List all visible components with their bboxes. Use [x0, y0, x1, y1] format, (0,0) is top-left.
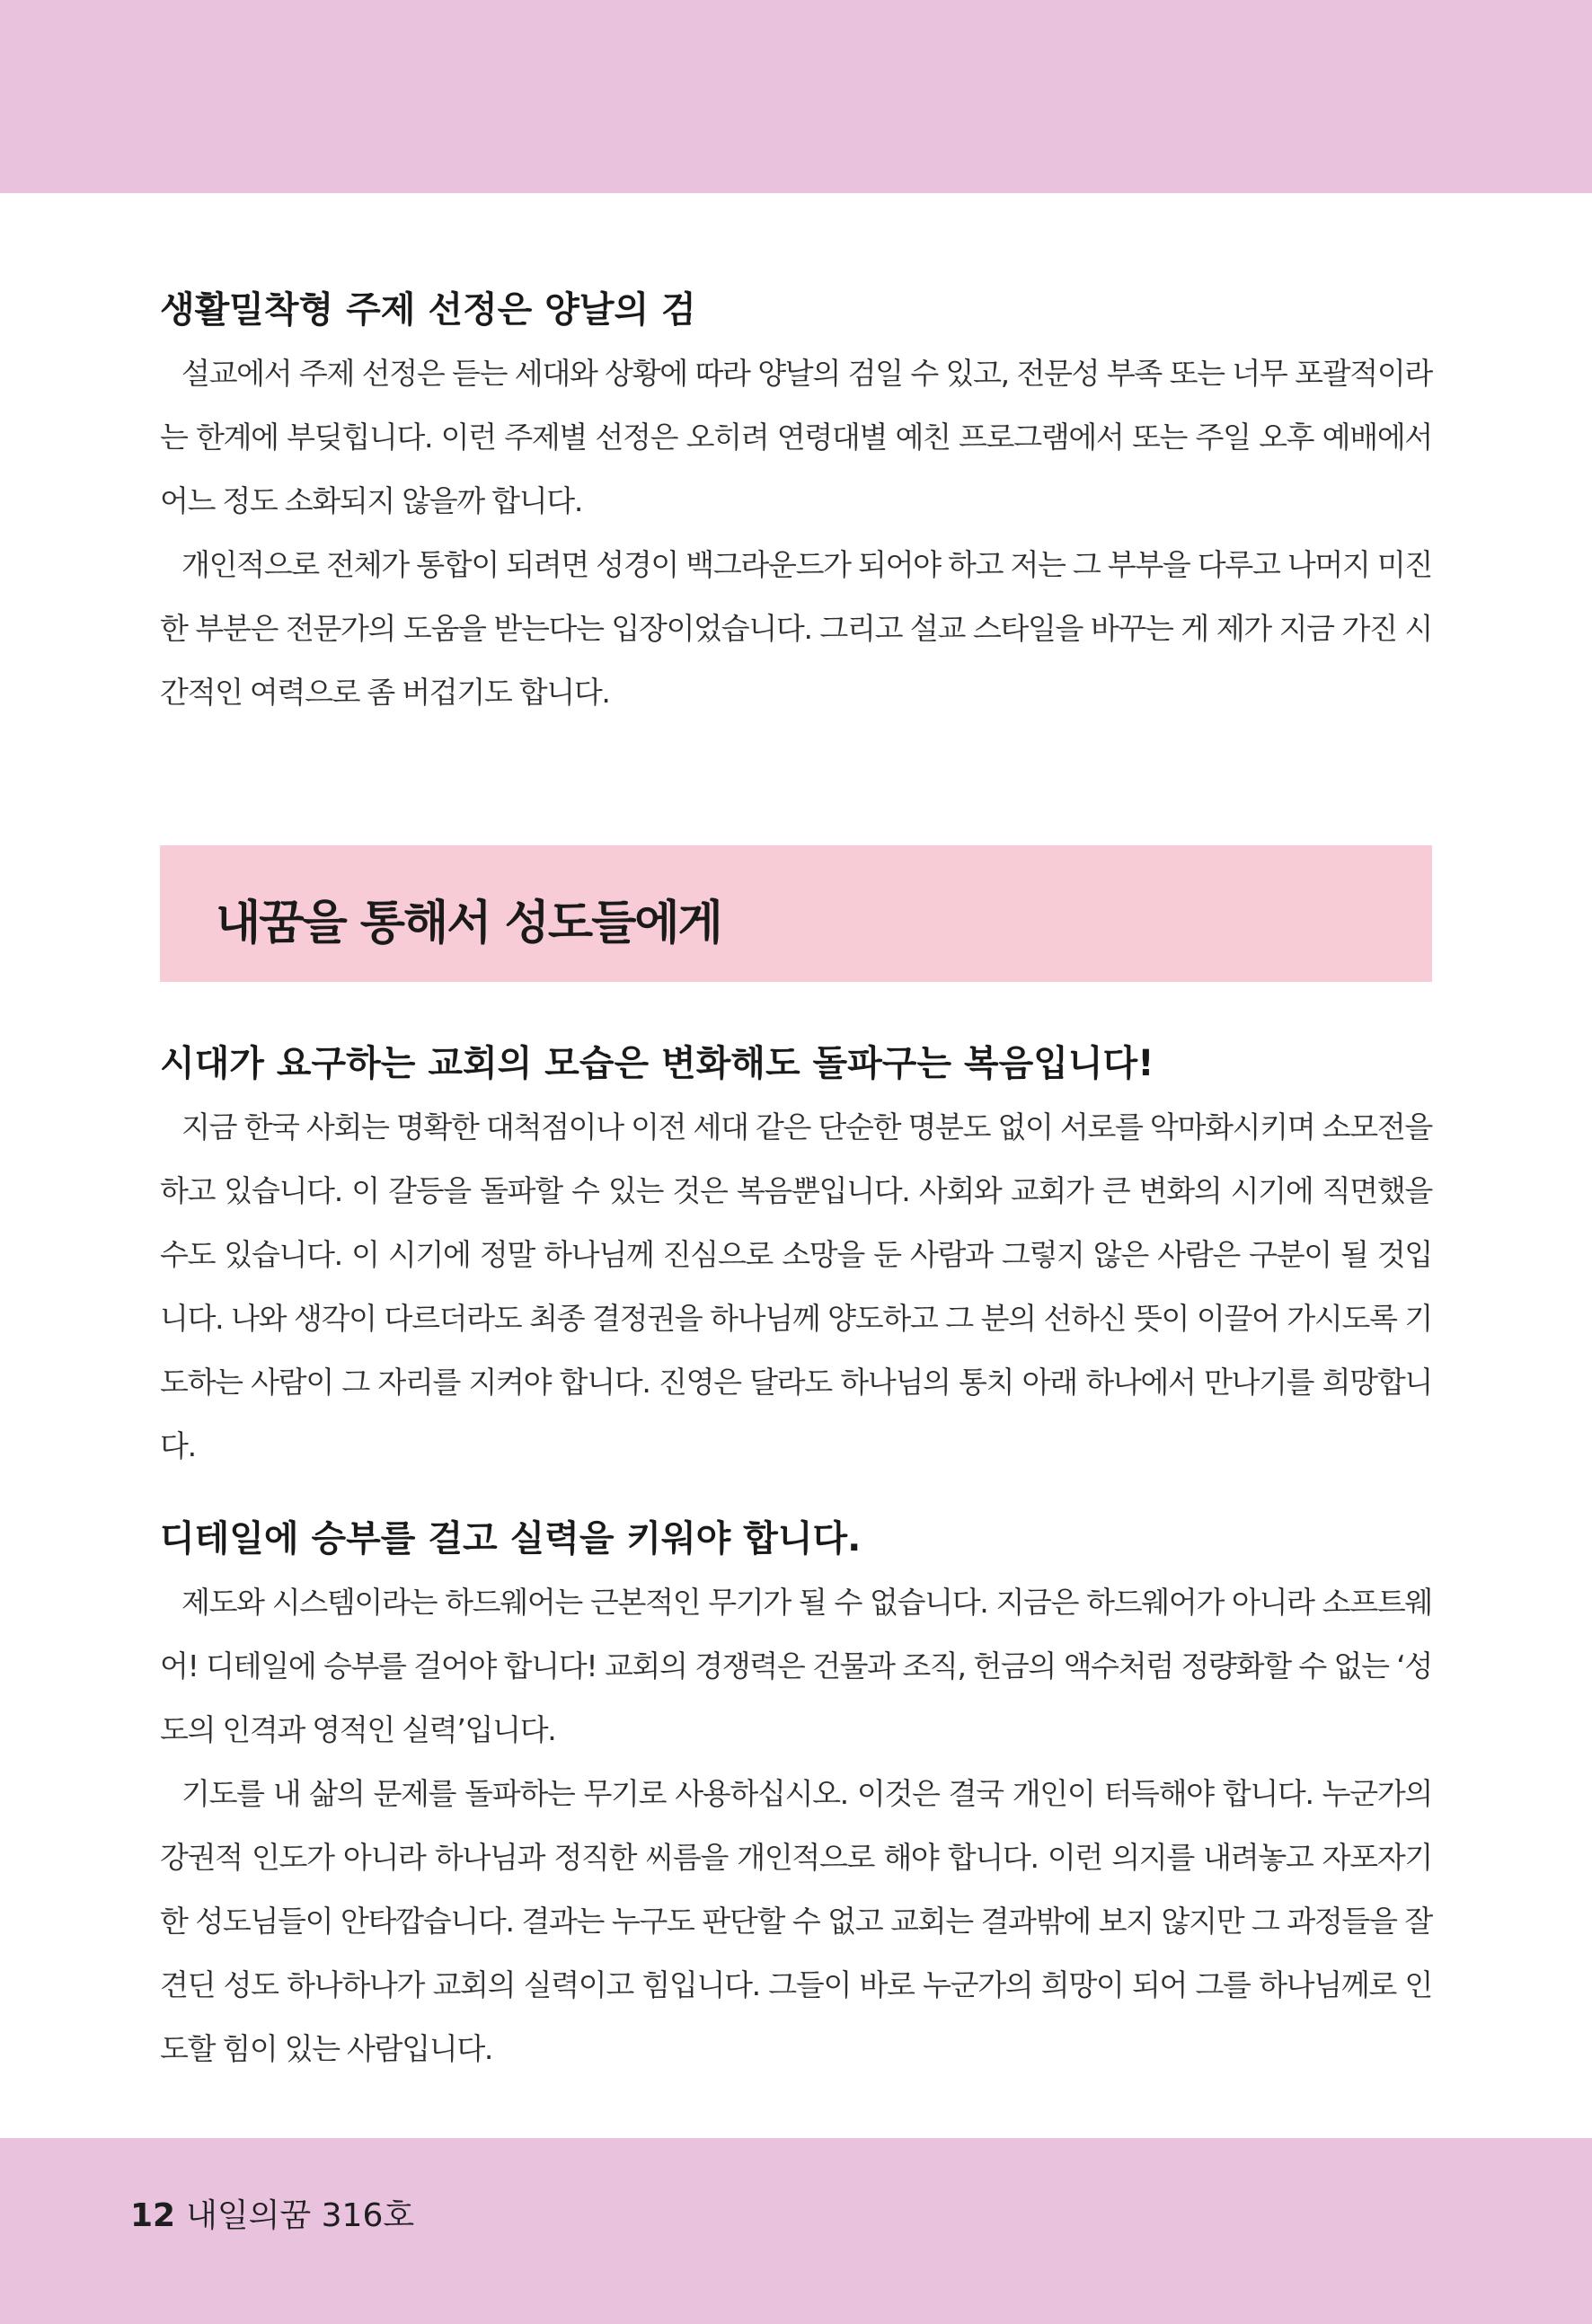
- paragraph: 설교에서 주제 선정은 듣는 세대와 상황에 따라 양날의 검일 수 있고, 전문성 부족 또는 너무 포괄적이라는 한계에 부딪힙니다. 이런 주제별 선정은 오히려 연령대별 예친 프로그램에서 또는 주일 오후 예배에서 어느 정도 소화되지 않을까 합니다.: [160, 356, 1432, 518]
- paragraph: 제도와 시스템이라는 하드웨어는 근본적인 무기가 될 수 없습니다. 지금은 하드웨어가 아니라 소프트웨어! 디테일에 승부를 걸어야 합니다! 교회의 경쟁력은 건물과 조직, 헌금의 액수처럼 정량화할 수 없는 ‘성도의 인격과 영적인 실력’입니다.: [160, 1585, 1432, 1747]
- section-title-box: [160, 845, 1432, 982]
- paragraph: 기도를 내 삶의 문제를 돌파하는 무기로 사용하십시오. 이것은 결국 개인이 터득해야 합니다. 누군가의 강권적 인도가 아니라 하나님과 정직한 씨름을 개인적으로 해야 합니다. 이런 의지를 내려놓고 자포자기한 성도님들이 안타깝습니다. 결과는 누구도 판단할 수 없고 교회는 결과밖에 보지 않지만 그 과정들을 잘 견딘 성도 하나하나가 교회의 실력이고 힘입니다. 그들이 바로 누군가의 희망이 되어 그를 하나님께로 인도할 힘이 있는 사람입니다.: [160, 1776, 1432, 2066]
- page-number: 12: [130, 2197, 176, 2234]
- section-title: 내꿈을 통해서 성도들에게: [216, 897, 721, 950]
- paragraph: 지금 한국 사회는 명확한 대척점이나 이전 세대 같은 단순한 명분도 없이 서로를 악마화시키며 소모전을 하고 있습니다. 이 갈등을 돌파할 수 있는 것은 복음뿐입니다. 사회와 교회가 큰 변화의 시기에 직면했을 수도 있습니다. 이 시기에 정말 하나님께 진심으로 소망을 둔 사람과 그렇지 않은 사람은 구분이 될 것입니다. 나와 생각이 다르더라도 최종 결정권을 하나님께 양도하고 그 분의 선하신 뜻이 이끌어 가시도록 기도하는 사람이 그 자리를 지켜야 합니다. 진영은 달라도 하나님의 통치 아래 하나에서 만나기를 희망합니다.: [160, 1109, 1432, 1463]
- section-lifestyle-topics: [160, 286, 1432, 724]
- paragraph: 개인적으로 전체가 통합이 되려면 성경이 백그라운드가 되어야 하고 저는 그 부부을 다루고 나머지 미진한 부분은 전문가의 도움을 받는다는 입장이었습니다. 그리고 설교 스타일을 바꾸는 게 제가 지금 가진 시간적인 여력으로 좀 버겁기도 합니다.: [160, 547, 1432, 710]
- subheading-lifestyle-topics: 생활밀착형 주제 선정은 양날의 검: [160, 289, 696, 331]
- publication-name: 내일의꿈 316호: [186, 2197, 415, 2234]
- subheading-detail-skill: 디테일에 승부를 걸고 실력을 키워야 합니다.: [160, 1518, 862, 1560]
- section-detail-skill: [160, 1515, 1432, 2081]
- subheading-gospel-breakthrough: 시대가 요구하는 교회의 모습은 변화해도 돌파구는 복음입니다!: [160, 1043, 1154, 1084]
- page-footer: [130, 2190, 414, 2236]
- header-band: [0, 0, 1592, 193]
- section-gospel-breakthrough: [160, 1039, 1432, 1478]
